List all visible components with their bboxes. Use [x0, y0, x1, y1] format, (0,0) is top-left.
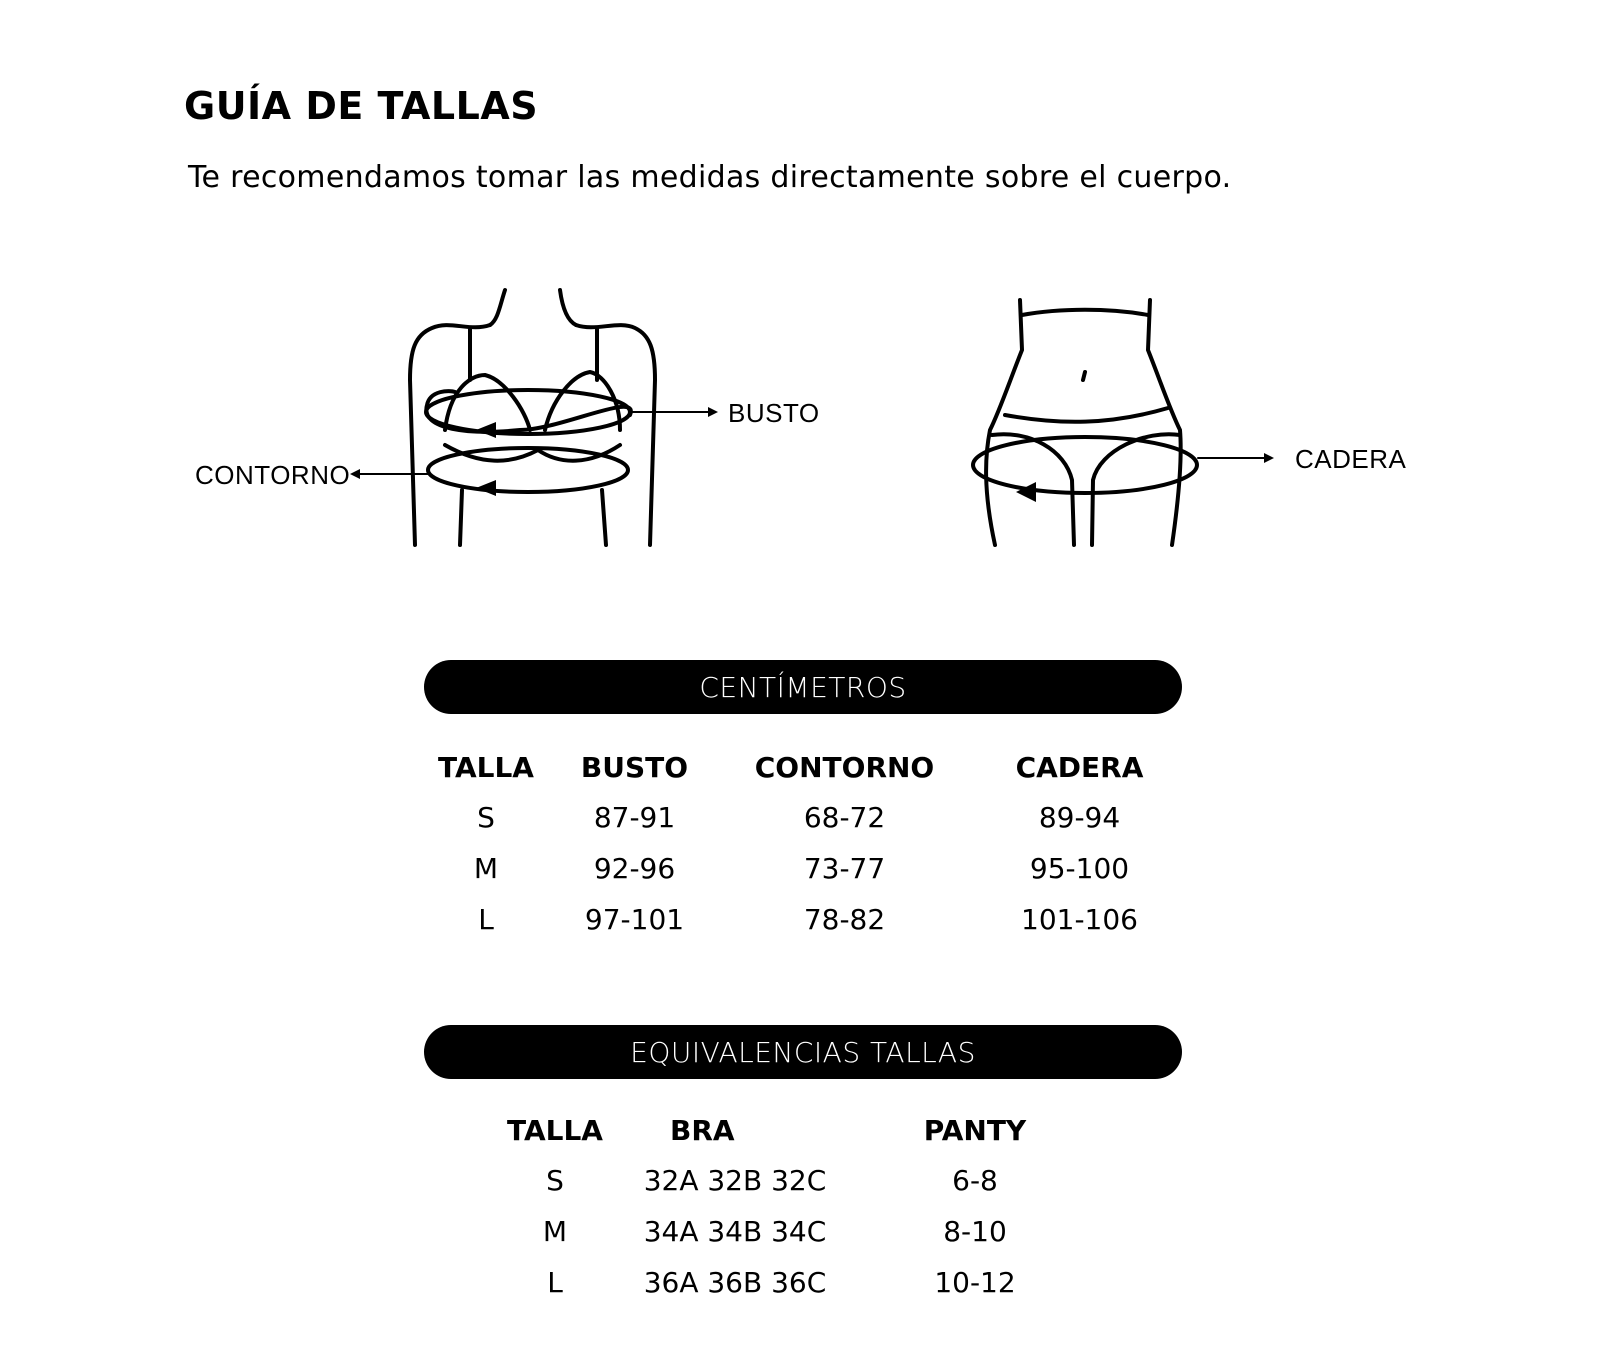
column-header: PANTY — [923, 1113, 1027, 1147]
table-row — [490, 1155, 1100, 1206]
measurement-illustration — [0, 280, 1600, 560]
table-cell: 10-12 — [934, 1266, 1016, 1299]
column-header: BUSTO — [580, 750, 689, 784]
table-cell: 68-72 — [803, 801, 886, 834]
cm-size-table — [430, 742, 1197, 945]
table-cell: 73-77 — [803, 852, 886, 885]
table-header-row — [430, 742, 1197, 792]
table-row — [430, 894, 1197, 945]
table-cell: 8-10 — [943, 1215, 1007, 1248]
equivalences-table — [490, 1105, 1100, 1308]
cm-section-header: CENTÍMETROS — [424, 660, 1182, 714]
equivalences-section-header: EQUIVALENCIAS TALLAS — [424, 1025, 1182, 1079]
bust-label: BUSTO — [728, 398, 820, 428]
column-header: BRA — [670, 1113, 735, 1147]
table-cell: L — [478, 903, 494, 936]
table-row — [490, 1257, 1100, 1308]
table-cell: 36A 36B 36C — [643, 1266, 827, 1299]
contour-label: CONTORNO — [195, 460, 351, 490]
column-header: CADERA — [1015, 750, 1144, 784]
table-cell: M — [542, 1215, 568, 1248]
hip-figure — [973, 300, 1197, 545]
table-cell: 78-82 — [803, 903, 886, 936]
table-cell: S — [546, 1164, 564, 1197]
table-cell: M — [473, 852, 499, 885]
table-cell: 32A 32B 32C — [643, 1164, 827, 1197]
hip-label: CADERA — [1295, 444, 1407, 474]
table-cell: 92-96 — [593, 852, 676, 885]
table-cell: 95-100 — [1029, 852, 1130, 885]
table-cell: 89-94 — [1038, 801, 1121, 834]
table-cell: 6-8 — [952, 1164, 998, 1197]
page-subtitle: Te recomendamos tomar las medidas directamente sobre el cuerpo. — [188, 160, 1232, 195]
table-cell: S — [477, 801, 495, 834]
table-header-row — [490, 1105, 1100, 1155]
table-row — [430, 843, 1197, 894]
column-header: CONTORNO — [754, 750, 935, 784]
column-header: TALLA — [507, 1113, 603, 1147]
table-cell: 97-101 — [584, 903, 685, 936]
table-row — [490, 1206, 1100, 1257]
table-row — [430, 792, 1197, 843]
table-cell: 87-91 — [593, 801, 676, 834]
column-header: TALLA — [438, 750, 534, 784]
table-cell: 34A 34B 34C — [643, 1215, 827, 1248]
page-title: GUÍA DE TALLAS — [184, 84, 539, 128]
table-cell: L — [547, 1266, 563, 1299]
table-cell: 101-106 — [1021, 903, 1138, 936]
torso-figure — [410, 290, 655, 545]
